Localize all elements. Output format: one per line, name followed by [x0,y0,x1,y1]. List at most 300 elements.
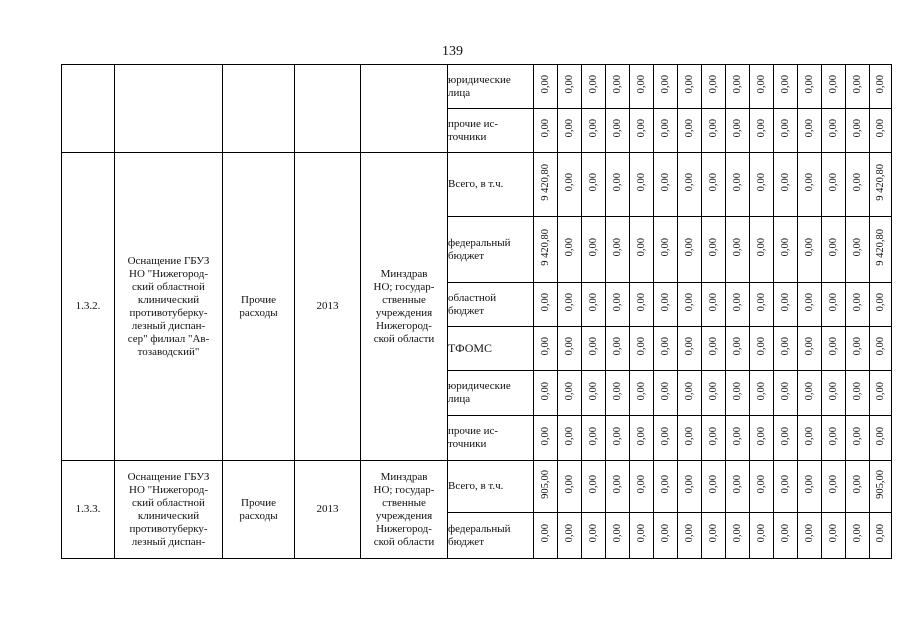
value-cell [678,371,702,416]
value-text: 0,00 [755,173,767,192]
value-text: 0,00 [611,119,623,138]
value-cell [822,371,846,416]
value-cell [534,65,558,109]
value-text: 0,00 [827,238,839,257]
value-text: 0,00 [683,293,695,312]
value-text: 0,00 [683,426,695,446]
value-cell [582,283,606,327]
value-cell [822,153,846,217]
year: 2013 [295,153,361,461]
value-cell [678,283,702,327]
value-cell [630,327,654,371]
value-text: 0,00 [587,381,599,401]
value-text: 0,00 [611,75,623,94]
value-cell [630,217,654,283]
value-cell [702,416,726,461]
value-text: 0,00 [611,173,623,192]
value-text: 0,00 [683,475,695,494]
value-cell [582,65,606,109]
value-cell [870,371,892,416]
value-cell [774,153,798,217]
value-cell [534,217,558,283]
value-text: 0,00 [611,337,623,356]
value-text: 0,00 [659,75,671,94]
funding-source: федеральный бюджет [448,513,534,559]
value-cell [606,327,630,371]
value-text: 0,00 [611,524,623,543]
value-cell [846,371,870,416]
value-cell [558,371,582,416]
value-text: 0,00 [707,293,719,312]
value-cell [606,283,630,327]
value-text: 0,00 [827,173,839,192]
funding-source: ТФОМС [448,327,534,371]
value-text: 0,00 [731,75,743,94]
expense-type: Прочие расходы [223,461,295,559]
value-cell [846,65,870,109]
value-text: 0,00 [779,426,791,446]
value-cell [558,416,582,461]
value-text: 0,00 [827,75,839,94]
value-cell [750,65,774,109]
value-cell [630,283,654,327]
value-cell [798,109,822,153]
value-cell [558,65,582,109]
page-number: 139 [442,44,463,59]
value-text: 0,00 [539,381,551,401]
value-cell [582,416,606,461]
value-text: 0,00 [635,173,647,192]
value-cell [798,371,822,416]
value-cell [606,371,630,416]
value-text: 0,00 [803,293,815,312]
value-cell [822,416,846,461]
value-cell [534,416,558,461]
value-text: 0,00 [731,426,743,446]
value-cell [582,109,606,153]
value-cell [774,371,798,416]
value-text: 0,00 [874,381,886,401]
value-cell [654,371,678,416]
value-cell [846,217,870,283]
value-text: 9 420,80 [874,229,886,266]
value-text: 0,00 [827,293,839,312]
value-text: 0,00 [563,173,575,192]
value-cell [798,416,822,461]
value-cell [870,461,892,513]
value-text: 0,00 [587,426,599,446]
value-cell [870,513,892,559]
value-text: 0,00 [683,238,695,257]
value-text: 0,00 [635,426,647,446]
value-cell [534,283,558,327]
value-text: 0,00 [827,337,839,356]
value-text: 0,00 [851,119,863,138]
value-cell [822,327,846,371]
item-name: Оснащение ГБУЗ НО "Нижегород- ский областной клинический противотуберку- лезный диспан- [115,461,223,559]
value-text: 0,00 [851,238,863,257]
value-cell [774,461,798,513]
value-text: 0,00 [779,524,791,543]
value-text: 0,00 [539,293,551,312]
value-text: 0,00 [539,524,551,543]
value-cell [798,513,822,559]
value-text: 0,00 [707,238,719,257]
value-cell [582,153,606,217]
value-cell [822,461,846,513]
value-cell [798,461,822,513]
value-cell [822,65,846,109]
value-text: 0,00 [611,475,623,494]
value-cell [654,416,678,461]
value-cell [702,513,726,559]
value-text: 0,00 [755,524,767,543]
value-cell [534,461,558,513]
value-text: 0,00 [803,238,815,257]
value-cell [654,217,678,283]
value-text: 0,00 [851,475,863,494]
value-cell [798,217,822,283]
value-text: 0,00 [563,337,575,356]
value-text: 0,00 [731,238,743,257]
value-text: 0,00 [779,293,791,312]
value-text: 0,00 [803,381,815,401]
value-text: 0,00 [659,173,671,192]
value-text: 0,00 [731,293,743,312]
value-text: 0,00 [563,426,575,446]
value-cell [702,327,726,371]
value-text: 0,00 [587,524,599,543]
value-text: 0,00 [635,381,647,401]
value-cell [798,153,822,217]
value-cell [774,327,798,371]
value-text: 0,00 [563,524,575,543]
value-text: 0,00 [659,426,671,446]
value-text: 0,00 [563,293,575,312]
value-cell [726,371,750,416]
value-cell [582,371,606,416]
funding-source: юридические лица [448,371,534,416]
value-cell [774,283,798,327]
value-text: 0,00 [779,75,791,94]
organization: Минздрав НО; государ- ственные учреждения Нижегород- ской области [361,461,448,559]
value-cell [750,283,774,327]
funding-source: Всего, в т.ч. [448,153,534,217]
value-text: 0,00 [731,337,743,356]
value-cell [798,283,822,327]
value-cell [870,65,892,109]
value-cell [678,416,702,461]
value-cell [534,153,558,217]
value-text: 0,00 [851,524,863,543]
value-text: 0,00 [539,75,551,94]
value-cell [846,109,870,153]
funding-source: прочие ис- точники [448,416,534,461]
value-cell [870,153,892,217]
value-text: 0,00 [803,475,815,494]
value-text: 0,00 [755,119,767,138]
value-text: 0,00 [683,173,695,192]
value-cell [846,461,870,513]
value-cell [678,217,702,283]
value-cell [702,217,726,283]
value-text: 0,00 [731,381,743,401]
value-cell [846,513,870,559]
value-text: 0,00 [803,173,815,192]
year: 2013 [295,461,361,559]
value-text: 0,00 [827,426,839,446]
value-text: 0,00 [779,475,791,494]
value-text: 0,00 [779,119,791,138]
value-cell [582,461,606,513]
value-text: 0,00 [874,119,886,138]
value-cell [654,65,678,109]
value-cell [870,283,892,327]
value-text: 0,00 [539,119,551,138]
value-cell [558,109,582,153]
expense-type: Прочие расходы [223,153,295,461]
value-cell [654,153,678,217]
value-text: 0,00 [659,524,671,543]
value-text: 0,00 [803,75,815,94]
value-text: 905,00 [539,470,551,499]
value-cell [678,327,702,371]
funding-source: областной бюджет [448,283,534,327]
value-text: 0,00 [683,524,695,543]
value-cell [630,416,654,461]
year [295,65,361,153]
value-cell [534,371,558,416]
value-cell [750,461,774,513]
value-text: 0,00 [707,426,719,446]
value-cell [870,109,892,153]
value-cell [678,109,702,153]
value-cell [702,461,726,513]
value-text: 0,00 [851,173,863,192]
value-text: 0,00 [851,75,863,94]
value-cell [558,283,582,327]
value-cell [798,65,822,109]
value-text: 0,00 [851,337,863,356]
value-text: 0,00 [659,293,671,312]
table-row [62,153,892,217]
value-cell [558,327,582,371]
funding-source: юридические лица [448,65,534,109]
value-text: 0,00 [874,75,886,94]
value-text: 0,00 [635,293,647,312]
value-cell [750,513,774,559]
value-text: 0,00 [851,426,863,446]
value-text: 0,00 [611,238,623,257]
value-text: 0,00 [827,119,839,138]
value-cell [750,217,774,283]
value-text: 0,00 [731,524,743,543]
value-text: 0,00 [611,426,623,446]
budget-table-body [62,65,892,559]
value-cell [702,153,726,217]
value-cell [702,283,726,327]
value-text: 9 420,80 [539,164,551,201]
value-text: 0,00 [707,173,719,192]
value-text: 0,00 [611,381,623,401]
value-text: 0,00 [587,173,599,192]
value-text: 0,00 [851,381,863,401]
value-text: 0,00 [707,75,719,94]
value-text: 0,00 [827,381,839,401]
value-text: 0,00 [707,381,719,401]
expense-type [223,65,295,153]
value-text: 0,00 [803,337,815,356]
value-cell [558,217,582,283]
value-text: 0,00 [539,337,551,356]
value-cell [726,109,750,153]
value-text: 0,00 [707,337,719,356]
value-cell [726,513,750,559]
value-text: 0,00 [827,524,839,543]
value-cell [846,283,870,327]
value-cell [702,65,726,109]
value-cell [582,513,606,559]
value-cell [606,217,630,283]
value-text: 0,00 [587,337,599,356]
value-cell [702,371,726,416]
table-row [62,461,892,513]
item-code: 1.3.3. [62,461,115,559]
value-cell [822,109,846,153]
value-text: 0,00 [779,238,791,257]
value-cell [846,327,870,371]
value-cell [726,461,750,513]
value-cell [606,109,630,153]
value-cell [654,513,678,559]
value-cell [774,513,798,559]
value-text: 0,00 [587,238,599,257]
value-text: 0,00 [683,337,695,356]
value-text: 0,00 [779,381,791,401]
value-text: 0,00 [874,337,886,356]
value-cell [846,153,870,217]
value-cell [750,327,774,371]
item-code: 1.3.2. [62,153,115,461]
value-cell [582,217,606,283]
value-cell [654,109,678,153]
value-cell [630,513,654,559]
value-cell [870,327,892,371]
value-text: 0,00 [587,475,599,494]
value-cell [798,327,822,371]
table-row [62,65,892,109]
value-text: 0,00 [874,524,886,543]
value-text: 0,00 [563,475,575,494]
value-text: 0,00 [659,381,671,401]
value-text: 0,00 [563,381,575,401]
value-text: 0,00 [611,293,623,312]
value-cell [678,513,702,559]
funding-source: прочие ис- точники [448,109,534,153]
value-cell [630,109,654,153]
value-text: 0,00 [683,75,695,94]
value-cell [606,513,630,559]
value-cell [726,65,750,109]
value-cell [774,217,798,283]
value-cell [726,416,750,461]
funding-source: Всего, в т.ч. [448,461,534,513]
value-cell [822,217,846,283]
value-text: 0,00 [803,524,815,543]
value-text: 0,00 [563,238,575,257]
value-text: 0,00 [635,238,647,257]
value-text: 9 420,80 [539,229,551,266]
value-cell [678,65,702,109]
value-text: 0,00 [731,173,743,192]
value-text: 0,00 [731,475,743,494]
value-text: 0,00 [755,293,767,312]
value-text: 0,00 [683,381,695,401]
value-text: 0,00 [635,524,647,543]
value-text: 0,00 [635,475,647,494]
value-cell [558,513,582,559]
value-text: 0,00 [803,119,815,138]
value-text: 0,00 [755,337,767,356]
value-cell [606,461,630,513]
value-text: 0,00 [827,475,839,494]
value-text: 0,00 [587,75,599,94]
value-text: 0,00 [659,119,671,138]
value-cell [606,65,630,109]
value-cell [750,109,774,153]
value-cell [678,153,702,217]
value-text: 0,00 [707,524,719,543]
value-cell [774,416,798,461]
value-text: 0,00 [683,119,695,138]
value-cell [630,153,654,217]
value-text: 0,00 [539,426,551,446]
value-text: 0,00 [659,475,671,494]
value-cell [534,109,558,153]
value-cell [534,513,558,559]
value-text: 0,00 [563,75,575,94]
value-cell [630,65,654,109]
value-text: 0,00 [635,337,647,356]
value-text: 0,00 [851,293,863,312]
value-cell [702,109,726,153]
value-cell [726,217,750,283]
value-cell [678,461,702,513]
value-cell [846,416,870,461]
organization: Минздрав НО; государ- ственные учреждения Нижегород- ской области [361,153,448,461]
value-text: 0,00 [707,475,719,494]
budget-table [61,64,892,559]
value-text: 0,00 [779,173,791,192]
value-cell [606,416,630,461]
value-cell [774,109,798,153]
value-cell [654,283,678,327]
value-cell [654,327,678,371]
value-text: 0,00 [707,119,719,138]
value-cell [750,416,774,461]
value-cell [558,153,582,217]
value-text: 905,00 [874,470,886,499]
value-cell [822,513,846,559]
value-text: 0,00 [587,119,599,138]
value-text: 0,00 [635,75,647,94]
value-cell [630,461,654,513]
value-cell [582,327,606,371]
value-text: 0,00 [755,238,767,257]
value-cell [654,461,678,513]
value-cell [750,371,774,416]
value-text: 0,00 [755,475,767,494]
